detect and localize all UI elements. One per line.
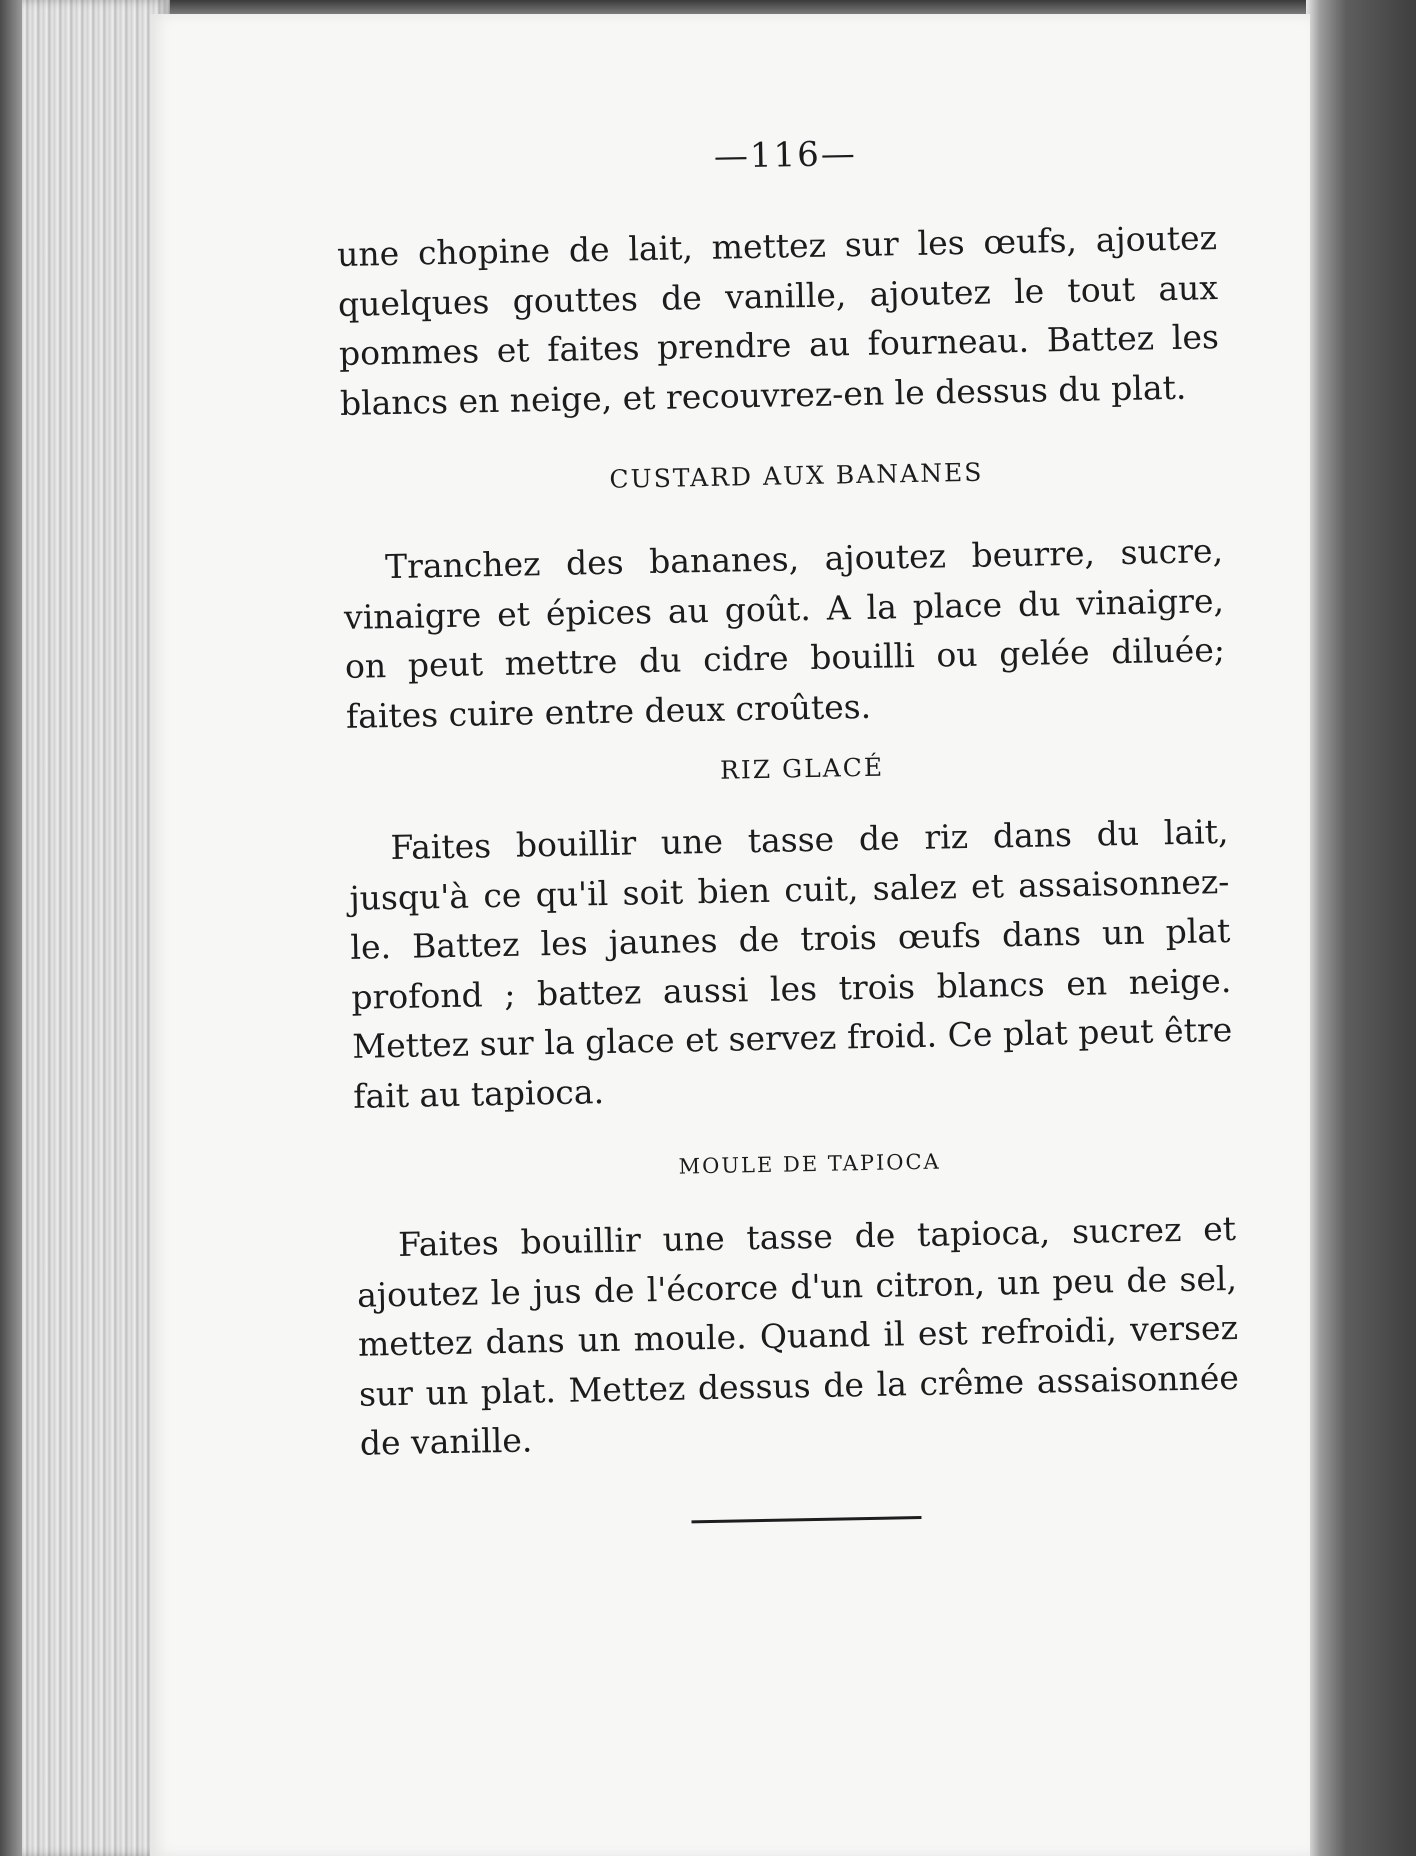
page-number: —116— [713, 133, 858, 177]
binding-edge [1306, 0, 1416, 1856]
recipe-text-tapioca: Faites bouillir une tasse de tapioca, sucrez et ajoutez le jus de l'écorce d'un citron, un peu de sel, mettez dans un moule. Quand il est refroidi, versez sur un plat. Mettez dessus de la crême assaisonnée de vanille. [356, 1208, 1240, 1463]
page-text [335, 127, 1241, 1529]
continuation-paragraph: une chopine de lait, mettez sur les œufs, ajoutez quelques gouttes de vanille, ajoutez le tout aux pommes et faites prendre au fourneau. Battez les blancs en neige, et recouvrez-en le dessus du plat. [336, 218, 1220, 423]
recipe-heading-riz: RIZ GLACÉ [719, 752, 885, 785]
recipe-text-custard: Tranchez des bananes, ajoutez beurre, sucre, vinaigre et épices au goût. A la place du vinaigre, on peut mettre du cidre bouilli ou gelée diluée; faites cuire entre deux croûtes. [343, 531, 1226, 736]
end-rule [691, 1515, 921, 1522]
recipe-heading-tapioca: MOULE DE TAPIOCA [678, 1149, 941, 1179]
book-page [150, 14, 1310, 1856]
recipe-heading-custard: CUSTARD AUX BANANES [609, 457, 984, 494]
recipe-text-riz: Faites bouillir une tasse de riz dans du lait, jusqu'à ce qu'il soit bien cuit, salez et assaisonnez-le. Battez les jaunes de trois œufs dans un plat profond ; battez aussi les trois blancs en neige. Mettez sur la glace et servez froid. Ce plat peut être fait au tapioca. [349, 811, 1233, 1116]
page-edges [0, 0, 170, 1856]
